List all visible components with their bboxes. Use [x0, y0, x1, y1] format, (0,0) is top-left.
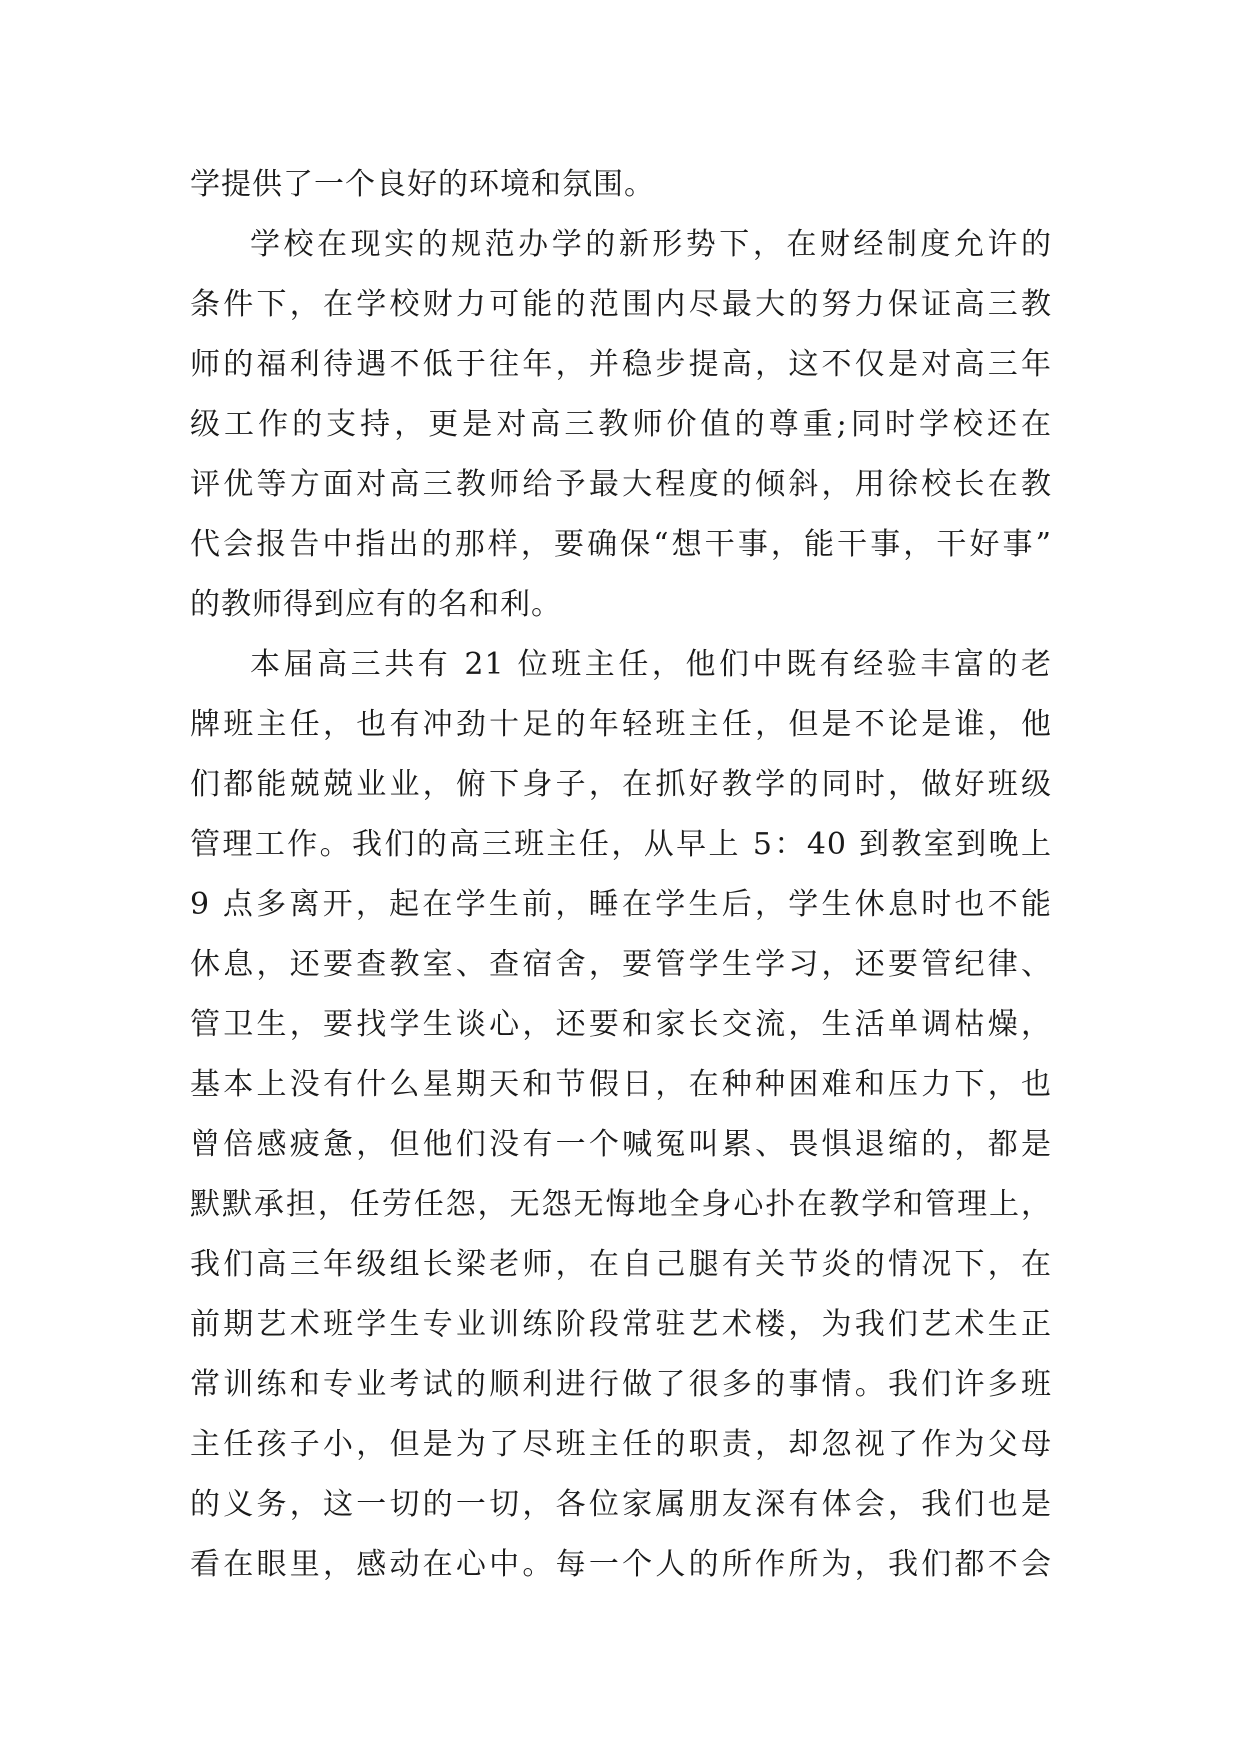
text-line: 代会报告中指出的那样，要确保“想干事，能干事，干好事” [190, 527, 1052, 562]
text-line: 基本上没有什么星期天和节假日，在种种困难和压力下，也 [190, 1067, 1052, 1102]
text-line: 主任孩子小，但是为了尽班主任的职责，却忽视了作为父母 [190, 1427, 1052, 1462]
text-line: 评优等方面对高三教师给予最大程度的倾斜，用徐校长在教 [190, 467, 1052, 502]
text-line: 学校在现实的规范办学的新形势下，在财经制度允许的 [250, 227, 1052, 262]
text-line: 条件下，在学校财力可能的范围内尽最大的努力保证高三教 [190, 287, 1052, 322]
text-line: 管卫生，要找学生谈心，还要和家长交流，生活单调枯燥， [190, 1007, 1052, 1042]
text-line: 们都能兢兢业业，俯下身子，在抓好教学的同时，做好班级 [190, 767, 1052, 802]
text-line: 曾倍感疲惫，但他们没有一个喊冤叫累、畏惧退缩的，都是 [190, 1127, 1052, 1162]
text-line: 学提供了一个良好的环境和氛围。 [190, 167, 655, 202]
text-line [190, 1595, 1052, 1655]
paragraph-1 [190, 155, 1052, 215]
text-line: 我们高三年级组长梁老师，在自己腿有关节炎的情况下，在 [190, 1247, 1052, 1282]
text-line: 本届高三共有 21 位班主任，他们中既有经验丰富的老 [250, 647, 1052, 682]
text-line: 师的福利待遇不低于往年，并稳步提高，这不仅是对高三年 [190, 347, 1052, 382]
text-line: 级工作的支持，更是对高三教师价值的尊重;同时学校还在 [190, 407, 1052, 442]
text-line: 看在眼里，感动在心中。每一个人的所作所为，我们都不会 [190, 1547, 1052, 1582]
paragraph-2 [190, 215, 1052, 635]
text-line: 的教师得到应有的名和利。 [190, 587, 562, 622]
text-line: 的义务，这一切的一切，各位家属朋友深有体会，我们也是 [190, 1487, 1052, 1522]
text-line: 前期艺术班学生专业训练阶段常驻艺术楼，为我们艺术生正 [190, 1307, 1052, 1342]
document-body [190, 155, 1052, 1655]
text-line: 牌班主任，也有冲劲十足的年轻班主任，但是不论是谁，他 [190, 707, 1052, 742]
paragraph-3 [190, 635, 1052, 1655]
text-line: 管理工作。我们的高三班主任，从早上 5：40 到教室到晚上 [190, 827, 1052, 862]
text-line: 休息，还要查教室、查宿舍，要管学生学习，还要管纪律、 [190, 947, 1052, 982]
text-line: 9 点多离开，起在学生前，睡在学生后，学生休息时也不能 [190, 887, 1052, 922]
text-line: 默默承担，任劳任怨，无怨无悔地全身心扑在教学和管理上， [190, 1187, 1052, 1222]
text-line: 常训练和专业考试的顺利进行做了很多的事情。我们许多班 [190, 1367, 1052, 1402]
